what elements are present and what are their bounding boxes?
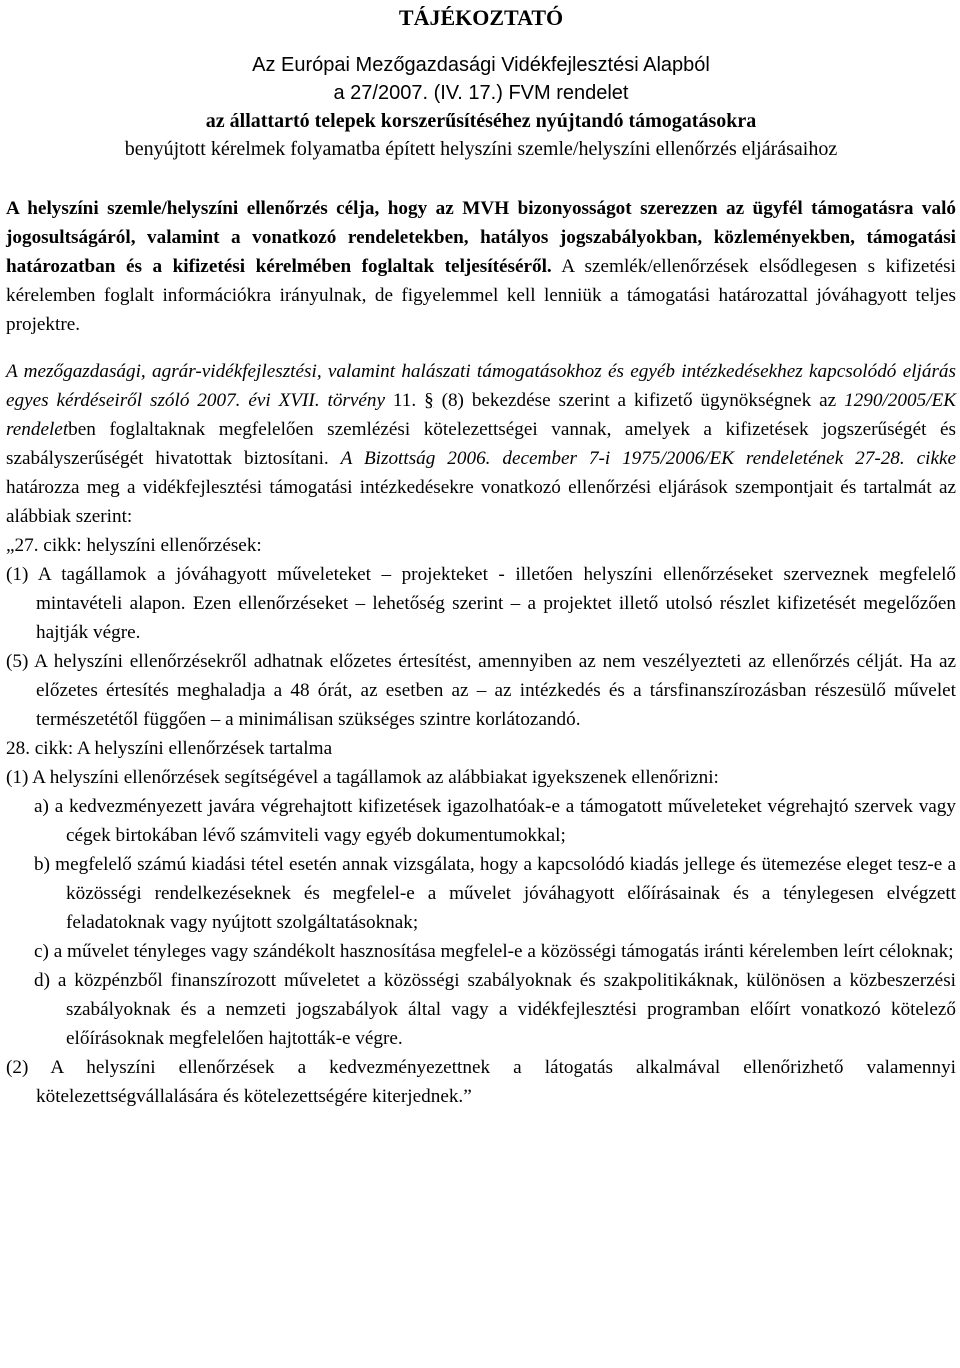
subtitle-fund: Az Európai Mezőgazdasági Vidékfejlesztési Alapból <box>252 54 710 76</box>
article-28-paragraph-1: (1) A helyszíni ellenőrzések segítségével a tagállamok az alábbiakat igyekszenek ellenőrizni: <box>6 767 719 788</box>
law-paragraph <box>6 357 956 531</box>
regulation-1975-reference: A Bizottság 2006. december 7-i 1975/2006/EK rendeletének 27-28. cikke <box>340 448 956 469</box>
article-27-paragraph-1: (1) A tagállamok a jóváhagyott műveleteket – projekteket - illetően helyszíni ellenőrzéseket szerveznek megfelelő mintavételi alapon. Ezen ellenőrzéseket – lehetőség szerint – a projektet illető utolsó részlet kifizetését megelőzően hajtják végre. <box>6 564 956 643</box>
section-sign: § <box>424 390 434 411</box>
article-28-paragraph-2: (2) A helyszíni ellenőrzések a kedvezményezettnek a látogatás alkalmával ellenőrizhető valamennyi kötelezettségvállalására és kötelezettségére kiterjednek.” <box>6 1057 956 1107</box>
law-text-2: ben foglaltaknak megfelelően szemlézési kötelezettségei vannak, amelyek a kifizetések jogszerűségét és szabályszerűségét hivatottak biztosítani. <box>6 419 956 469</box>
subtitle-subject: az állattartó telepek korszerűsítéséhez nyújtandó támogatásokra <box>205 110 757 132</box>
section-number: 11. <box>385 390 425 411</box>
law-text-1: (8) bekezdése szerint a kifizető ügynökségnek az <box>433 390 845 411</box>
list-item-a: a) a kedvezményezett javára végrehajtott kifizetések igazolhatóak-e a támogatott műveleteket végrehajtó szervek vagy cégek birtokában lévő számviteli vagy egyéb dokumentumokkal; <box>34 796 956 846</box>
subtitle-decree: a 27/2007. (IV. 17.) FVM rendelet <box>333 82 629 104</box>
intro-text: A szemlék/ellenőrzések elsődlegesen s kifizetési kérelemben foglalt információkra irányulnak, de figyelemmel kell lenniük a támogatási határozattal jóváhagyott teljes projektre. <box>6 256 956 335</box>
act-reference: A mezőgazdasági, agrár-vidékfejlesztési, valamint halászati támogatásokhoz és egyéb intézkedésekhez kapcsolódó eljárás egyes kérdéseiről szóló 2007. évi XVII. törvény <box>6 361 956 411</box>
list-item-c: c) a művelet tényleges vagy szándékolt hasznosítása megfelel-e a közösségi támogatás iránti kérelemben leírt céloknak; <box>34 941 954 962</box>
regulation-1290-reference: 1290/2005/EK rendelet <box>6 390 957 440</box>
list-item-d: d) a közpénzből finanszírozott műveletet a közösségi szabályoknak és szakpolitikáknak, különösen a közbeszerzési szabályoknak és a nemzeti jogszabályok által vagy a vidékfejlesztési programban előírt vonatkozó kötelező előírásoknak megfelelően hajtották-e végre. <box>34 970 956 1049</box>
article-27-heading: „27. cikk: helyszíni ellenőrzések: <box>6 535 262 556</box>
document-title: TÁJÉKOZTATÓ <box>398 5 564 30</box>
subtitle-procedure: benyújtott kérelmek folyamatba épített helyszíni szemle/helyszíni ellenőrzés eljárásaihoz <box>124 138 838 160</box>
article-28-heading: 28. cikk: A helyszíni ellenőrzések tartalma <box>6 738 333 759</box>
article-27-paragraph-5: (5) A helyszíni ellenőrzésekről adhatnak előzetes értesítést, amennyiben az nem veszélyezteti az ellenőrzés célját. Ha az előzetes értesítés meghaladja a 48 órát, az esetben az – az intézkedés és a társfinanszírozásban részesülő művelet természetétől függően – a minimálisan szükséges szintre korlátozandó. <box>6 651 956 730</box>
intro-paragraph <box>6 194 956 339</box>
list-item-b: b) megfelelő számú kiadási tétel esetén annak vizsgálata, hogy a kapcsolódó kiadás jellege és ütemezése eleget tesz-e a közösségi rendelkezéseknek és megfelel-e a művelet jóváhagyott előírásainak és a ténylegesen elvégzett feladatoknak vagy nyújtott szolgáltatásoknak; <box>34 854 956 933</box>
intro-bold-text: A helyszíni szemle/helyszíni ellenőrzés célja, hogy az MVH bizonyosságot szerezzen az ügyfél támogatásra való jogosultságáról, valamint a vonatkozó rendeletekben, hatályos jogszabályokban, közleményekben, támogatási határozatban és a kifizetési kérelmében foglaltak teljesítéséről. <box>6 198 956 277</box>
document-page <box>0 5 960 1368</box>
law-text-3: határozza meg a vidékfejlesztési támogatási intézkedésekre vonatkozó ellenőrzési eljárások szempontjait és tartalmát az alábbiak szerint: <box>6 477 956 527</box>
